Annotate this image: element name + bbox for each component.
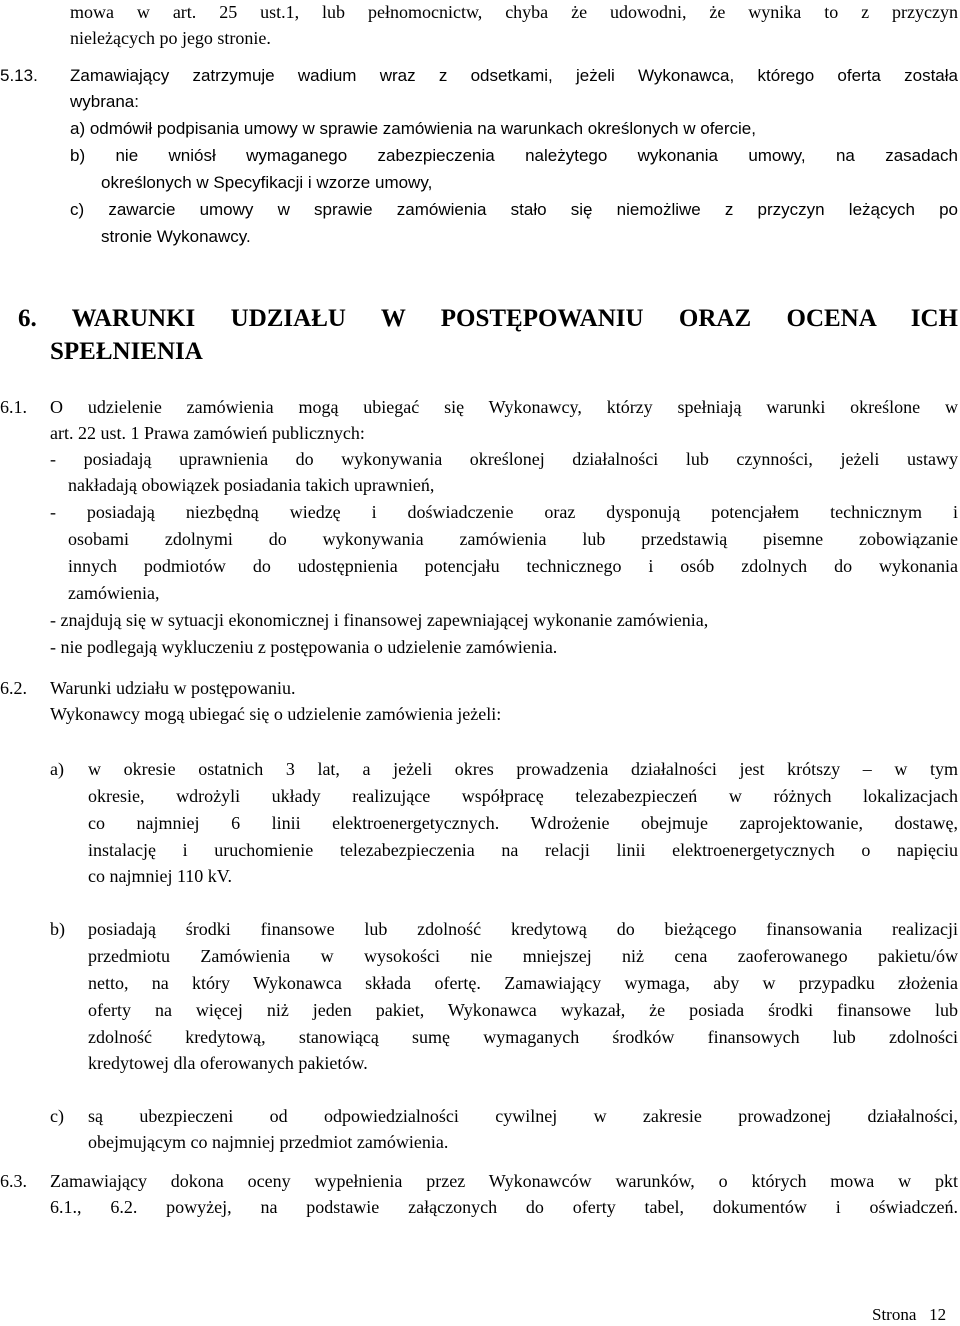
section-6-1-bullet-4: - nie podlegają wykluczeniu z postępowania o udzielenie zamówienia. xyxy=(50,637,558,657)
section-5-13-item-b-line-1: b) nie wniósł wymaganego zabezpieczenia należytego wykonania umowy, na zasadach xyxy=(70,146,958,165)
section-6-1-bullet-2-line-3: innych podmiotów do udostępnienia potencjału technicznego i osób zdolnych do wykonania xyxy=(68,556,958,576)
section-6-1-number: 6.1. xyxy=(0,397,27,417)
section-6-2-item-b-label: b) xyxy=(50,919,65,939)
section-5-13-item-b-line-2: określonych w Specyfikacji i wzorze umowy, xyxy=(101,173,433,192)
section-6-1-bullet-3: - znajdują się w sytuacji ekonomicznej i finansowej zapewniającej wykonanie zamówienia, xyxy=(50,610,709,630)
section-6-2-item-a-line-5: co najmniej 110 kV. xyxy=(88,866,232,886)
section-6-2-item-a-line-3: co najmniej 6 linii elektroenergetycznych. Wdrożenie obejmuje zaprojektowanie, dostawę, xyxy=(88,813,958,833)
section-6-2-item-a-line-4: instalację i uruchomienie telezabezpieczenia na relacji linii elektroenergetycznych o napięciu xyxy=(88,840,958,860)
section-6-1-bullet-2-line-4: zamówienia, xyxy=(68,583,160,603)
section-6-heading-line-1: 6. WARUNKI UDZIAŁU W POSTĘPOWANIU ORAZ OCENA ICH xyxy=(18,305,958,332)
section-6-2-item-c-line-2: obejmującym co najmniej przedmiot zamówienia. xyxy=(88,1132,449,1152)
section-6-2-item-c-label: c) xyxy=(50,1106,64,1126)
section-6-3-number: 6.3. xyxy=(0,1171,27,1191)
section-6-2-item-b-line-6: kredytowej dla oferowanych pakietów. xyxy=(88,1053,368,1073)
section-6-2-item-b-line-4: oferty na więcej niż jeden pakiet, Wykonawca wykazał, że posiada środki finansowe lub xyxy=(88,1000,958,1020)
section-6-2-item-a-label: a) xyxy=(50,759,64,779)
section-5-13-line-2: wybrana: xyxy=(70,92,139,111)
page-label: Strona xyxy=(872,1305,917,1324)
section-6-2-item-a-line-2: okresie, wdrożyli układy realizujące współpracę telezabezpieczeń w różnych lokalizacjach xyxy=(88,786,958,806)
section-6-1-bullet-1-line-1: - posiadają uprawnienia do wykonywania określonej działalności lub czynności, jeżeli ustawy xyxy=(50,449,958,469)
section-6-1-bullet-1-line-2: nakładają obowiązek posiadania takich uprawnień, xyxy=(68,475,435,495)
page-footer xyxy=(872,1305,946,1325)
section-6-2-item-b-line-3: netto, na który Wykonawca składa ofertę. Zamawiający wymaga, aby w przypadku złożenia xyxy=(88,973,958,993)
section-6-2-item-b-line-5: zdolność kredytową, stanowiącą sumę wymaganych środków finansowych lub zdolności xyxy=(88,1027,958,1047)
section-5-13-number: 5.13. xyxy=(0,66,38,85)
section-6-2-title: Warunki udziału w postępowaniu. xyxy=(50,678,296,698)
section-5-13-item-c-line-1: c) zawarcie umowy w sprawie zamówienia stało się niemożliwe z przyczyn leżących po xyxy=(70,200,958,219)
section-6-3-line-1: Zamawiający dokona oceny wypełnienia przez Wykonawców warunków, o których mowa w pkt xyxy=(50,1171,958,1191)
section-5-13-item-c-line-2: stronie Wykonawcy. xyxy=(101,227,251,246)
section-6-1-line-2: art. 22 ust. 1 Prawa zamówień publicznych: xyxy=(50,423,365,443)
section-6-2-intro: Wykonawcy mogą ubiegać się o udzielenie zamówienia jeżeli: xyxy=(50,704,502,724)
section-6-2-item-b-line-2: przedmiotu Zamówienia w wysokości nie mniejszej niż cena zaoferowanego pakietu/ów xyxy=(88,946,958,966)
section-5-13-line-1: Zamawiający zatrzymuje wadium wraz z odsetkami, jeżeli Wykonawca, którego oferta została xyxy=(70,66,958,85)
page-number: 12 xyxy=(929,1305,947,1324)
section-6-2-item-c-line-1: są ubezpieczeni od odpowiedzialności cywilnej w zakresie prowadzonej działalności, xyxy=(88,1106,958,1126)
section-6-2-item-a-line-1: w okresie ostatnich 3 lat, a jeżeli okres prowadzenia działalności jest krótszy – w tym xyxy=(88,759,958,779)
section-5-13-item-a: a) odmówił podpisania umowy w sprawie zamówienia na warunkach określonych w ofercie, xyxy=(70,119,756,138)
section-6-1-bullet-2-line-2: osobami zdolnymi do wykonywania zamówienia lub przedstawią pisemne zobowiązanie xyxy=(68,529,958,549)
section-6-1-bullet-2-line-1: - posiadają niezbędną wiedzę i doświadczenie oraz dysponują potencjałem technicznym i xyxy=(50,502,958,522)
section-6-3-line-2: 6.1., 6.2. powyżej, na podstawie załączonych do oferty tabel, dokumentów i oświadczeń. xyxy=(50,1197,958,1217)
section-6-1-line-1: O udzielenie zamówienia mogą ubiegać się Wykonawcy, którzy spełniają warunki określone w xyxy=(50,397,958,417)
section-6-2-number: 6.2. xyxy=(0,678,27,698)
section-6-heading-line-2: SPEŁNIENIA xyxy=(50,338,203,365)
section-6-2-item-b-line-1: posiadają środki finansowe lub zdolność kredytową do bieżącego finansowania realizacji xyxy=(88,919,958,939)
top-line-1: mowa w art. 25 ust.1, lub pełnomocnictw, chyba że udowodni, że wynika to z przyczyn xyxy=(70,2,958,22)
top-line-2: nieleżących po jego stronie. xyxy=(70,28,271,48)
